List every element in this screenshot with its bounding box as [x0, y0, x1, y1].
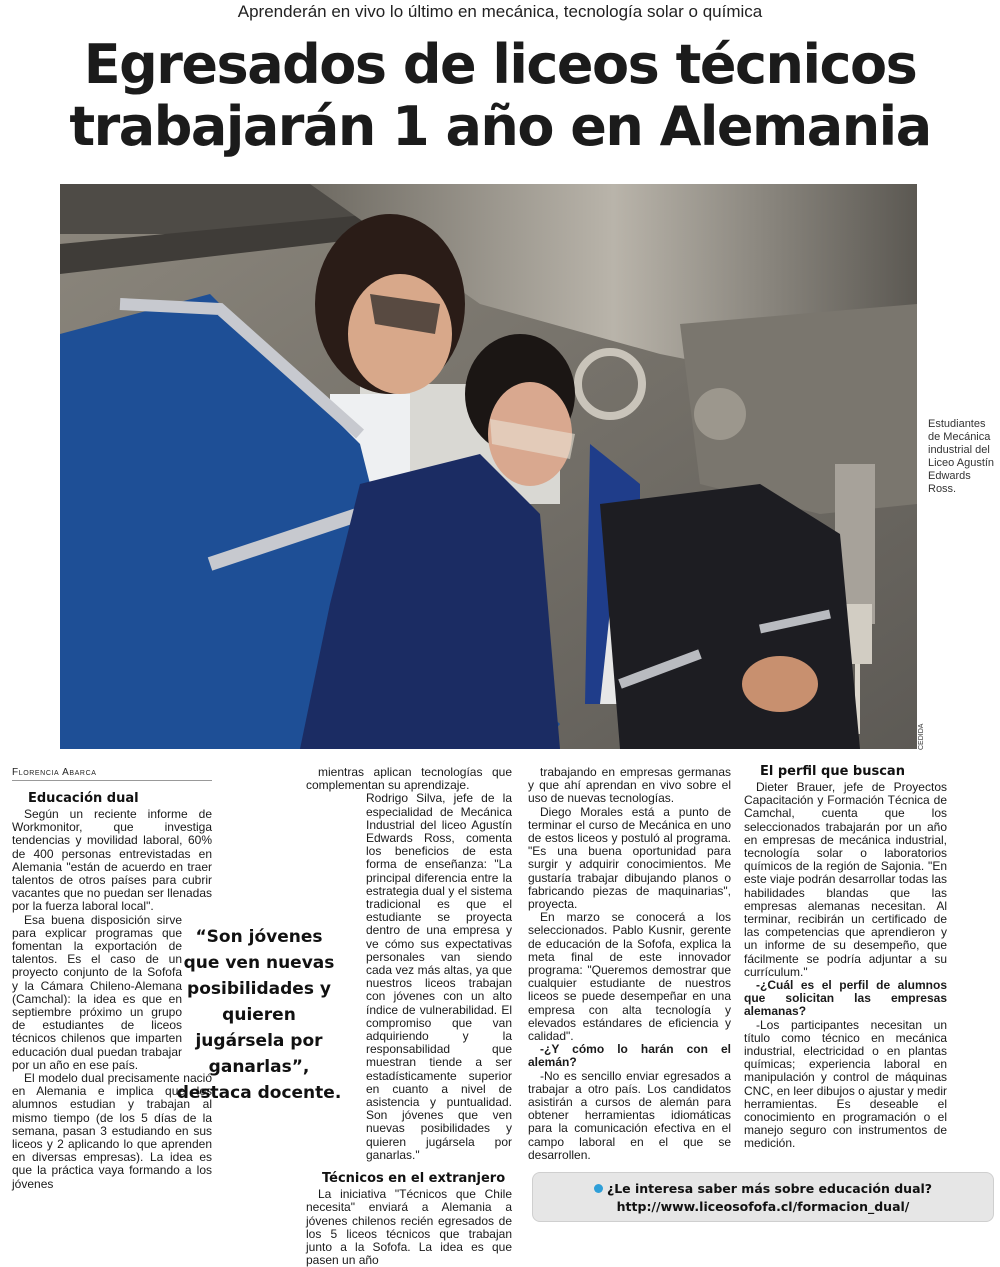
col1-paragraph-1: Según un reciente informe de Workmonitor, que investiga tendencias y movilidad laboral, 60% de 400 personas entrevistadas en Alemania "están de acuerdo en traer talentos de otros países para cubrir vacantes que no puedan ser llenadas por la fuerza laboral local".	[12, 807, 212, 914]
pull-quote: “Son jóvenes que ven nuevas posibilidades y quieren jugársela por ganarlas”, destaca docente.	[176, 927, 342, 1103]
col3-question: -¿Y cómo lo harán con el alemán?	[528, 1042, 731, 1070]
section-heading-perfil: El perfil que buscan	[760, 764, 905, 779]
headline-line-2: trabajarán 1 año en Alemania	[69, 95, 931, 158]
column-3	[528, 766, 731, 1162]
students-drill-press-illustration	[60, 184, 917, 749]
photo-credit: CEDIDA	[918, 723, 925, 750]
column-4	[744, 764, 947, 1151]
col4-question: -¿Cuál es el perfil de alumnos que solicitan las empresas alemanas?	[744, 978, 947, 1019]
byline: Florencia Abarca	[12, 767, 212, 781]
col4-paragraph-1: Dieter Brauer, jefe de Proyectos Capacitación y Formación Técnica de Camchal, cuenta que los seleccionados trabajarán por un año en empresas de mecánica industrial, tecnología solar o laboratorios químicos de la región de Sajonia. "En este viaje podrán desarrollar todas las habilidades blandas que las empresas alemanas necesitan. Al terminar, recibirán un certificado de las competencias que aprendieron y un informe de su desempeño, que fácilmente se podría adjuntar a su currículum."	[744, 780, 947, 979]
col3-paragraph-1: trabajando en empresas germanas y que ahí aprendan en vivo sobre el uso de nuevas tecnologías.	[528, 765, 731, 806]
col2-paragraph-2: Rodrigo Silva, jefe de la especialidad de Mecánica Industrial del liceo Agustín Edwards Ross, comenta los beneficios de esta forma de enseñanza: "La principal diferencia entre la estrategia dual y el sistema tradicional es que el estudiante se proyecta dentro de una empresa y ve cómo sus expectativas personales van siendo cada vez más altas, ya que nuestros liceos trabajan con jóvenes con un alto índice de vulnerabilidad. El compromiso que van adquiriendo y la responsabilidad que muestran tiende a ser estadísticamente superior en cuanto a nivel de asistencia y puntualidad. Son jóvenes que ven nuevas posibilidades y quieren jugársela por ganarlas."	[366, 791, 512, 1162]
section-heading-educacion-dual: Educación dual	[28, 791, 139, 806]
col4-paragraph-2: -Los participantes necesitan un título como técnico en mecánica industrial, electricidad o en plantas químicas; experiencia laboral en manipulación y control de máquinas CNC, en leer dibujos o ajustar y medir herramientas. Es deseable el conocimiento en programación o el manejo seguro con instrumentos de medición.	[744, 1017, 947, 1151]
info-box-url[interactable]: http://www.liceosofofa.cl/formacion_dual/	[616, 1199, 910, 1214]
bullet-dot-icon	[594, 1184, 603, 1193]
info-box-question: ¿Le interesa saber más sobre educación dual?	[606, 1181, 933, 1196]
info-box	[532, 1172, 994, 1222]
col3-paragraph-4: -No es sencillo enviar egresados a trabajar a otro país. Los candidatos asistirán a cursos de alemán para obtener herramientas idiomáticas para la comunicación efectiva en el campo laboral en el que se desarrollen.	[528, 1068, 731, 1162]
column-2	[306, 766, 512, 1267]
photo-caption: Estudiantes de Mecánica industrial del Liceo Agustín Edwards Ross.	[928, 418, 995, 495]
article-photo	[60, 184, 917, 749]
col1-paragraph-3: El modelo dual precisamente nació en Alemania e implica que los alumnos estudian y trabajan al mismo tiempo (de los 5 días de la semana, pasan 3 estudiando en sus liceos y 2 aplicando lo que aprenden en diversas empresas). La idea es que la práctica vaya formando a los jóvenes	[12, 1071, 212, 1191]
section-heading-tecnicos-extranjero: Técnicos en el extranjero	[322, 1171, 506, 1187]
col1-paragraph-2: Esa buena disposición sirve para explicar programas que fomentan la exportación de talentos. Es el caso de un proyecto conjunto de la Sofofa y la Cámara Chileno-Alemana (Camchal): la idea es que en septiembre próximo un grupo de estudiantes de liceos técnicos chilenos que imparten educación dual puedan trabajar por un año en ese país.	[12, 912, 182, 1072]
headline-line-1: Egresados de liceos técnicos	[83, 33, 917, 96]
info-box-question-row	[533, 1180, 993, 1198]
kicker: Aprenderán en vivo lo último en mecánica, tecnología solar o química	[237, 2, 763, 21]
headline	[0, 34, 1000, 158]
col2-paragraph-1: mientras aplican tecnologías que complementan su aprendizaje.	[306, 765, 512, 793]
col3-paragraph-2: Diego Morales está a punto de terminar el curso de Mecánica en uno de estos liceos y postuló al programa. "Es una buena oportunidad para surgir y adquirir conocimientos. Me gustaría trabajar dibujando planos o fabricando piezas de maquinarias", proyecta.	[528, 804, 731, 912]
col3-paragraph-3: En marzo se conocerá a los seleccionados. Pablo Kusnir, gerente de educación de la Sofofa, explica la meta final de este innovador programa: "Queremos demostrar que cualquier estudiante de nuestros liceos se puede desempeñar en una empresa con alta tecnología y elevados estándares de eficiencia y calidad".	[528, 910, 731, 1044]
col2-paragraph-3: La iniciativa "Técnicos que Chile necesita" enviará a Alemania a jóvenes chilenos recién egresados de los 5 liceos técnicos que trabajan junto a la Sofofa. La idea es que pasen un año	[306, 1187, 512, 1267]
